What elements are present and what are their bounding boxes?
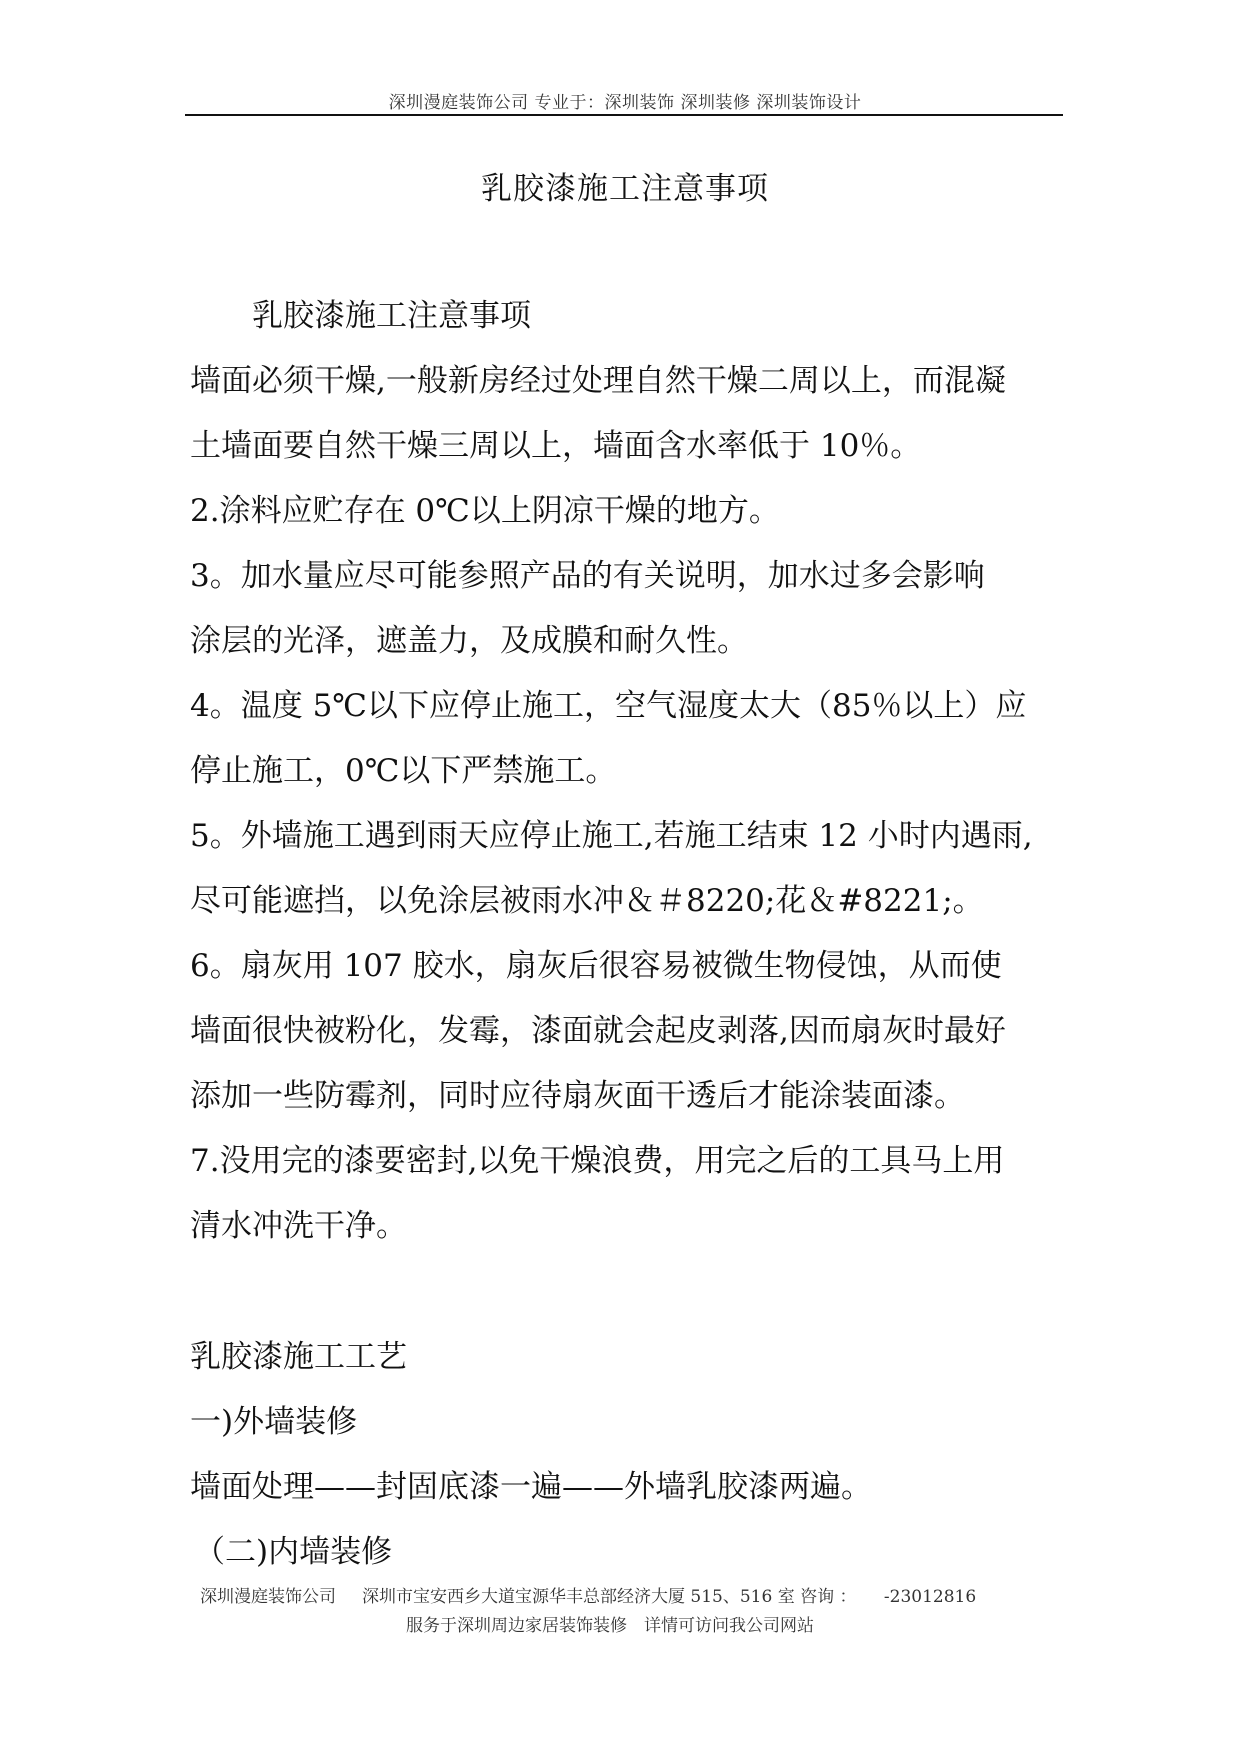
document-title: 乳胶漆施工注意事项	[481, 171, 769, 207]
body-line: 清水冲洗干净。	[190, 1208, 407, 1244]
body-line: 添加一些防霉剂，同时应待扇灰面干透后才能涂装面漆。	[190, 1078, 965, 1114]
footer-line-service: 服务于深圳周边家居装饰装修 详情可访问我公司网站	[406, 1616, 814, 1636]
section-heading: 乳胶漆施工注意事项	[252, 298, 531, 334]
body-line: 墙面很快被粉化，发霉，漆面就会起皮剥落,因而扇灰时最好	[190, 1013, 1006, 1049]
footer-line-contact	[200, 1582, 1080, 1607]
page-header: 深圳漫庭装饰公司 专业于：深圳装饰 深圳装修 深圳装饰设计	[388, 93, 862, 113]
body-line: 3。加水量应尽可能参照产品的有关说明，加水过多会影响	[190, 558, 985, 594]
body-line: 墙面处理——封固底漆一遍——外墙乳胶漆两遍。	[190, 1469, 872, 1505]
body-line: 2.涂料应贮存在 0℃以上阴凉干燥的地方。	[190, 493, 780, 529]
document-body	[190, 292, 1070, 1593]
body-line: 5。外墙施工遇到雨天应停止施工,若施工结束 12 小时内遇雨,	[190, 818, 1033, 854]
body-line: 停止施工，0℃以下严禁施工。	[190, 753, 617, 789]
subsection-heading: （二)内墙装修	[194, 1534, 393, 1570]
subsection-heading: 一)外墙装修	[190, 1404, 358, 1440]
page-footer	[200, 1582, 1080, 1636]
footer-company: 深圳漫庭装饰公司	[200, 1587, 336, 1607]
body-line: 墙面必须干燥,一般新房经过处理自然干燥二周以上，而混凝	[190, 363, 1006, 399]
body-line: 6。扇灰用 107 胶水，扇灰后很容易被微生物侵蚀，从而使	[190, 948, 1002, 984]
section-heading: 乳胶漆施工工艺	[190, 1339, 407, 1375]
header-rule	[185, 114, 1063, 116]
body-line: 4。温度 5℃以下应停止施工，空气湿度太大（85％以上）应	[190, 688, 1027, 724]
body-line: 土墙面要自然干燥三周以上，墙面含水率低于 10％。	[190, 428, 922, 464]
footer-address: 深圳市宝安西乡大道宝源华丰总部经济大厦 515、516 室 咨询	[362, 1587, 835, 1607]
body-line: 涂层的光泽，遮盖力，及成膜和耐久性。	[190, 623, 748, 659]
footer-phone: -23012816	[883, 1587, 977, 1607]
body-line: 7.没用完的漆要密封,以免干燥浪费，用完之后的工具马上用	[190, 1143, 1005, 1179]
footer-separator: ：	[839, 1587, 857, 1607]
body-line: 尽可能遮挡，以免涂层被雨水冲＆＃8220;花＆#8221;。	[190, 883, 984, 919]
